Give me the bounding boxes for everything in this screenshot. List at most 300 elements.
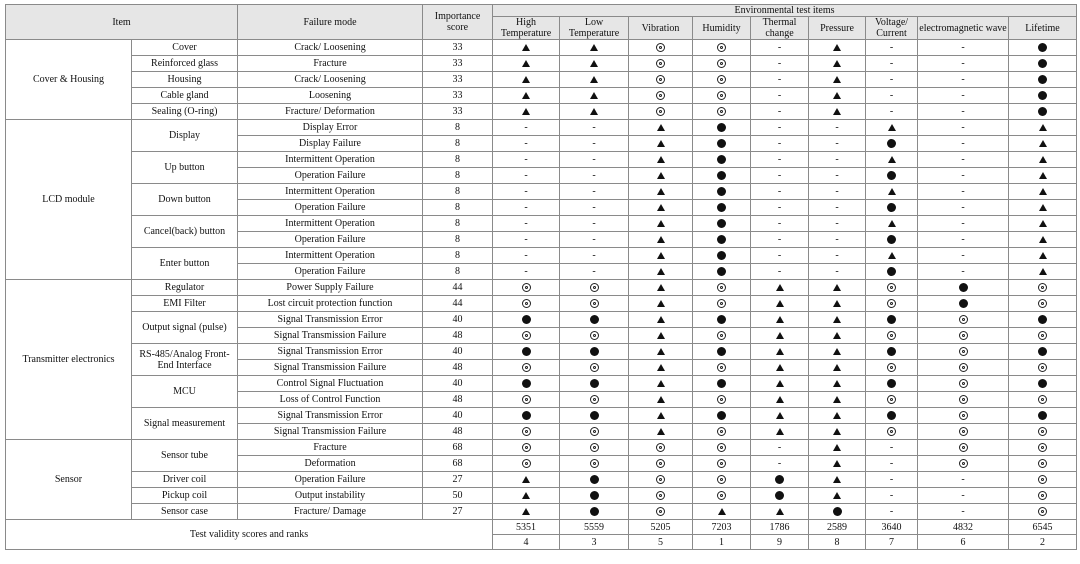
- rating-cell: [629, 104, 693, 120]
- rating-cell: [751, 424, 809, 440]
- rating-cell: [693, 152, 751, 168]
- rating-cell: [693, 248, 751, 264]
- rating-cell: [629, 200, 693, 216]
- rating-cell: [629, 136, 693, 152]
- dash-mark: -: [592, 170, 596, 181]
- triangle-icon: [888, 252, 896, 259]
- rating-cell: [918, 56, 1009, 72]
- double-circle-icon: [959, 379, 968, 388]
- rating-cell: [866, 280, 918, 296]
- validity-score: 5205: [629, 520, 693, 535]
- importance-score: 44: [423, 280, 493, 296]
- rating-cell: [560, 136, 629, 152]
- importance-score: 8: [423, 264, 493, 280]
- importance-score: 68: [423, 456, 493, 472]
- importance-score: 8: [423, 168, 493, 184]
- triangle-icon: [833, 60, 841, 67]
- triangle-icon: [833, 44, 841, 51]
- double-circle-icon: [717, 91, 726, 100]
- filled-circle-icon: [775, 491, 784, 500]
- rating-cell: [693, 392, 751, 408]
- rating-cell: [693, 440, 751, 456]
- rating-cell: [866, 120, 918, 136]
- rating-cell: [693, 376, 751, 392]
- double-circle-icon: [887, 427, 896, 436]
- rating-cell: [918, 72, 1009, 88]
- importance-score: 48: [423, 392, 493, 408]
- rating-cell: [918, 120, 1009, 136]
- filled-circle-icon: [717, 171, 726, 180]
- filled-circle-icon: [717, 411, 726, 420]
- rating-cell: [918, 248, 1009, 264]
- component-name: Regulator: [132, 280, 238, 296]
- filled-circle-icon: [717, 139, 726, 148]
- rating-cell: [693, 488, 751, 504]
- rating-cell: [751, 312, 809, 328]
- filled-circle-icon: [1038, 59, 1047, 68]
- rating-cell: [493, 168, 560, 184]
- importance-score: 40: [423, 408, 493, 424]
- rating-cell: [866, 376, 918, 392]
- triangle-icon: [522, 476, 530, 483]
- rating-cell: [1009, 328, 1077, 344]
- dash-mark: -: [777, 202, 782, 213]
- dash-mark: -: [889, 474, 894, 485]
- rating-cell: [629, 376, 693, 392]
- rating-cell: [751, 296, 809, 312]
- rating-cell: [1009, 168, 1077, 184]
- rating-cell: [493, 344, 560, 360]
- triangle-icon: [776, 332, 784, 339]
- table-row: [6, 216, 1077, 232]
- filled-circle-icon: [590, 411, 599, 420]
- rating-cell: [866, 344, 918, 360]
- triangle-icon: [657, 236, 665, 243]
- rating-cell: [809, 104, 866, 120]
- double-circle-icon: [717, 459, 726, 468]
- triangle-icon: [776, 284, 784, 291]
- rating-cell: [866, 472, 918, 488]
- filled-circle-icon: [959, 283, 968, 292]
- rating-cell: [751, 504, 809, 520]
- component-name: Signal measurement: [132, 408, 238, 440]
- table-row: [6, 472, 1077, 488]
- rating-cell: [493, 504, 560, 520]
- dash-mark: -: [889, 490, 894, 501]
- failure-mode: Operation Failure: [238, 168, 423, 184]
- dash-mark: -: [592, 234, 596, 245]
- component-name: Sealing (O-ring): [132, 104, 238, 120]
- rating-cell: [1009, 360, 1077, 376]
- double-circle-icon: [522, 427, 531, 436]
- triangle-icon: [1039, 140, 1047, 147]
- rating-cell: [809, 184, 866, 200]
- dash-mark: -: [524, 250, 528, 261]
- filled-circle-icon: [887, 203, 896, 212]
- rating-cell: [493, 152, 560, 168]
- rating-cell: [560, 296, 629, 312]
- component-name: Sensor tube: [132, 440, 238, 472]
- dash-mark: -: [889, 506, 894, 517]
- triangle-icon: [590, 92, 598, 99]
- rating-cell: [629, 312, 693, 328]
- rating-cell: [693, 328, 751, 344]
- test-validity-label: Test validity scores and ranks: [6, 520, 493, 550]
- table-row: [6, 40, 1077, 56]
- filled-circle-icon: [717, 155, 726, 164]
- rating-cell: [1009, 504, 1077, 520]
- rating-cell: [629, 296, 693, 312]
- triangle-icon: [776, 380, 784, 387]
- validity-rank: 3: [560, 535, 629, 550]
- filled-circle-icon: [590, 491, 599, 500]
- header-item: Item: [6, 5, 238, 40]
- dash-mark: -: [889, 106, 894, 117]
- rating-cell: [918, 504, 1009, 520]
- rating-cell: [866, 504, 918, 520]
- rating-cell: [866, 456, 918, 472]
- rating-cell: [866, 248, 918, 264]
- rating-cell: [629, 216, 693, 232]
- importance-score: 48: [423, 360, 493, 376]
- rating-cell: [918, 360, 1009, 376]
- triangle-icon: [657, 428, 665, 435]
- importance-score: 50: [423, 488, 493, 504]
- triangle-icon: [657, 380, 665, 387]
- filled-circle-icon: [1038, 379, 1047, 388]
- triangle-icon: [776, 396, 784, 403]
- dash-mark: -: [961, 218, 965, 229]
- table-row: [6, 488, 1077, 504]
- rating-cell: [1009, 232, 1077, 248]
- table-row: [6, 56, 1077, 72]
- rating-cell: [629, 360, 693, 376]
- component-name: Down button: [132, 184, 238, 216]
- dash-mark: -: [524, 234, 528, 245]
- rating-cell: [693, 408, 751, 424]
- filled-circle-icon: [590, 475, 599, 484]
- rating-cell: [918, 392, 1009, 408]
- dash-mark: -: [524, 170, 528, 181]
- rating-cell: [629, 440, 693, 456]
- double-circle-icon: [959, 427, 968, 436]
- rating-cell: [918, 376, 1009, 392]
- rating-cell: [866, 72, 918, 88]
- rating-cell: [560, 264, 629, 280]
- table-row: [6, 376, 1077, 392]
- dash-mark: -: [961, 474, 965, 485]
- rating-cell: [866, 40, 918, 56]
- rating-cell: [866, 424, 918, 440]
- double-circle-icon: [522, 443, 531, 452]
- failure-mode: Operation Failure: [238, 232, 423, 248]
- filled-circle-icon: [717, 315, 726, 324]
- dash-mark: -: [777, 234, 782, 245]
- rating-cell: [809, 456, 866, 472]
- dash-mark: -: [777, 58, 782, 69]
- double-circle-icon: [887, 283, 896, 292]
- failure-mode: Signal Transmission Failure: [238, 360, 423, 376]
- triangle-icon: [1039, 188, 1047, 195]
- dash-mark: -: [835, 234, 839, 245]
- triangle-icon: [833, 412, 841, 419]
- rating-cell: [493, 312, 560, 328]
- triangle-icon: [522, 508, 530, 515]
- rating-cell: [560, 280, 629, 296]
- rating-cell: [493, 360, 560, 376]
- rating-cell: [1009, 264, 1077, 280]
- rating-cell: [751, 264, 809, 280]
- triangle-icon: [657, 268, 665, 275]
- rating-cell: [751, 456, 809, 472]
- component-name: RS-485/Analog Front-End Interface: [132, 344, 238, 376]
- double-circle-icon: [887, 299, 896, 308]
- dash-mark: -: [961, 138, 965, 149]
- validity-score: 7203: [693, 520, 751, 535]
- triangle-icon: [657, 364, 665, 371]
- rating-cell: [918, 424, 1009, 440]
- rating-cell: [493, 232, 560, 248]
- dash-mark: -: [592, 218, 596, 229]
- triangle-icon: [888, 124, 896, 131]
- rating-cell: [1009, 312, 1077, 328]
- triangle-icon: [888, 220, 896, 227]
- rating-cell: [629, 424, 693, 440]
- rating-cell: [1009, 280, 1077, 296]
- rating-cell: [918, 88, 1009, 104]
- triangle-icon: [522, 92, 530, 99]
- failure-mode: Fracture/ Deformation: [238, 104, 423, 120]
- filled-circle-icon: [1038, 43, 1047, 52]
- rating-cell: [693, 136, 751, 152]
- dash-mark: -: [777, 42, 782, 53]
- failure-mode: Display Failure: [238, 136, 423, 152]
- table-row: [6, 120, 1077, 136]
- rating-cell: [560, 424, 629, 440]
- rating-cell: [560, 152, 629, 168]
- rating-cell: [918, 40, 1009, 56]
- rating-cell: [809, 72, 866, 88]
- double-circle-icon: [656, 91, 665, 100]
- table-row: [6, 72, 1077, 88]
- table-row: [6, 296, 1077, 312]
- double-circle-icon: [717, 59, 726, 68]
- rating-cell: [693, 232, 751, 248]
- rating-cell: [918, 488, 1009, 504]
- dash-mark: -: [835, 186, 839, 197]
- rating-cell: [918, 184, 1009, 200]
- rating-cell: [493, 472, 560, 488]
- rating-cell: [493, 440, 560, 456]
- validity-score: 3640: [866, 520, 918, 535]
- dash-mark: -: [889, 58, 894, 69]
- rating-cell: [629, 120, 693, 136]
- filled-circle-icon: [887, 379, 896, 388]
- rating-cell: [918, 216, 1009, 232]
- triangle-icon: [1039, 204, 1047, 211]
- dash-mark: -: [592, 138, 596, 149]
- failure-mode: Signal Transmission Failure: [238, 424, 423, 440]
- rating-cell: [693, 200, 751, 216]
- rating-cell: [493, 264, 560, 280]
- rating-cell: [809, 328, 866, 344]
- rating-cell: [629, 184, 693, 200]
- rating-cell: [866, 408, 918, 424]
- rating-cell: [809, 56, 866, 72]
- importance-score: 33: [423, 40, 493, 56]
- filled-circle-icon: [717, 123, 726, 132]
- rating-cell: [693, 264, 751, 280]
- triangle-icon: [833, 444, 841, 451]
- double-circle-icon: [1038, 331, 1047, 340]
- triangle-icon: [590, 44, 598, 51]
- rating-cell: [866, 88, 918, 104]
- rating-cell: [1009, 216, 1077, 232]
- rating-cell: [918, 312, 1009, 328]
- filled-circle-icon: [775, 475, 784, 484]
- rating-cell: [1009, 40, 1077, 56]
- importance-score: 44: [423, 296, 493, 312]
- rating-cell: [809, 168, 866, 184]
- dash-mark: -: [961, 170, 965, 181]
- double-circle-icon: [959, 315, 968, 324]
- fmea-environmental-test-table: [5, 4, 1077, 550]
- triangle-icon: [776, 316, 784, 323]
- importance-score: 33: [423, 56, 493, 72]
- double-circle-icon: [1038, 475, 1047, 484]
- double-circle-icon: [590, 427, 599, 436]
- header-env-lifetime: Lifetime: [1009, 17, 1077, 40]
- double-circle-icon: [656, 75, 665, 84]
- rating-cell: [751, 120, 809, 136]
- rating-cell: [866, 104, 918, 120]
- rating-cell: [629, 40, 693, 56]
- component-name: Reinforced glass: [132, 56, 238, 72]
- double-circle-icon: [959, 395, 968, 404]
- failure-mode: Fracture: [238, 440, 423, 456]
- failure-mode: Signal Transmission Error: [238, 344, 423, 360]
- filled-circle-icon: [522, 379, 531, 388]
- double-circle-icon: [959, 443, 968, 452]
- rating-cell: [1009, 344, 1077, 360]
- dash-mark: -: [592, 202, 596, 213]
- rating-cell: [493, 296, 560, 312]
- dash-mark: -: [961, 42, 965, 53]
- triangle-icon: [833, 108, 841, 115]
- header-failure-mode: Failure mode: [238, 5, 423, 40]
- failure-mode: Signal Transmission Failure: [238, 328, 423, 344]
- triangle-icon: [657, 300, 665, 307]
- rating-cell: [693, 360, 751, 376]
- rating-cell: [560, 248, 629, 264]
- rating-cell: [918, 104, 1009, 120]
- triangle-icon: [590, 108, 598, 115]
- filled-circle-icon: [590, 507, 599, 516]
- rating-cell: [918, 136, 1009, 152]
- validity-score: 5559: [560, 520, 629, 535]
- table-row: [6, 104, 1077, 120]
- validity-rank: 7: [866, 535, 918, 550]
- filled-circle-icon: [717, 235, 726, 244]
- rating-cell: [918, 200, 1009, 216]
- dash-mark: -: [961, 506, 965, 517]
- failure-mode: Intermittent Operation: [238, 248, 423, 264]
- rating-cell: [693, 56, 751, 72]
- rating-cell: [866, 232, 918, 248]
- triangle-icon: [833, 76, 841, 83]
- triangle-icon: [657, 332, 665, 339]
- triangle-icon: [833, 92, 841, 99]
- triangle-icon: [833, 332, 841, 339]
- failure-mode: Loss of Control Function: [238, 392, 423, 408]
- rating-cell: [1009, 88, 1077, 104]
- rating-cell: [629, 392, 693, 408]
- double-circle-icon: [656, 443, 665, 452]
- rating-cell: [1009, 152, 1077, 168]
- rating-cell: [918, 152, 1009, 168]
- importance-score: 68: [423, 440, 493, 456]
- rating-cell: [866, 328, 918, 344]
- table-row: [6, 408, 1077, 424]
- rating-cell: [693, 472, 751, 488]
- rating-cell: [809, 344, 866, 360]
- filled-circle-icon: [887, 347, 896, 356]
- header-env-voltage-current: Voltage/ Current: [866, 17, 918, 40]
- rating-cell: [629, 408, 693, 424]
- rating-cell: [809, 216, 866, 232]
- rating-cell: [693, 456, 751, 472]
- rating-cell: [560, 312, 629, 328]
- failure-mode: Crack/ Loosening: [238, 72, 423, 88]
- importance-score: 8: [423, 136, 493, 152]
- header-env-humidity: Humidity: [693, 17, 751, 40]
- failure-mode: Crack/ Loosening: [238, 40, 423, 56]
- rating-cell: [560, 472, 629, 488]
- importance-score: 48: [423, 328, 493, 344]
- rating-cell: [493, 120, 560, 136]
- rating-cell: [493, 424, 560, 440]
- dash-mark: -: [961, 90, 965, 101]
- rating-cell: [751, 328, 809, 344]
- rating-cell: [560, 216, 629, 232]
- dash-mark: -: [889, 74, 894, 85]
- triangle-icon: [657, 156, 665, 163]
- filled-circle-icon: [1038, 75, 1047, 84]
- rating-cell: [751, 488, 809, 504]
- rating-cell: [560, 40, 629, 56]
- component-name: Driver coil: [132, 472, 238, 488]
- rating-cell: [918, 168, 1009, 184]
- filled-circle-icon: [1038, 107, 1047, 116]
- rating-cell: [809, 408, 866, 424]
- rating-cell: [809, 120, 866, 136]
- triangle-icon: [1039, 172, 1047, 179]
- rating-cell: [493, 104, 560, 120]
- rating-cell: [1009, 184, 1077, 200]
- filled-circle-icon: [717, 267, 726, 276]
- validity-score: 6545: [1009, 520, 1077, 535]
- triangle-icon: [590, 60, 598, 67]
- rating-cell: [560, 344, 629, 360]
- double-circle-icon: [522, 331, 531, 340]
- importance-score: 40: [423, 376, 493, 392]
- rating-cell: [809, 136, 866, 152]
- rating-cell: [560, 456, 629, 472]
- filled-circle-icon: [887, 139, 896, 148]
- rating-cell: [560, 56, 629, 72]
- failure-mode: Fracture/ Damage: [238, 504, 423, 520]
- rating-cell: [493, 40, 560, 56]
